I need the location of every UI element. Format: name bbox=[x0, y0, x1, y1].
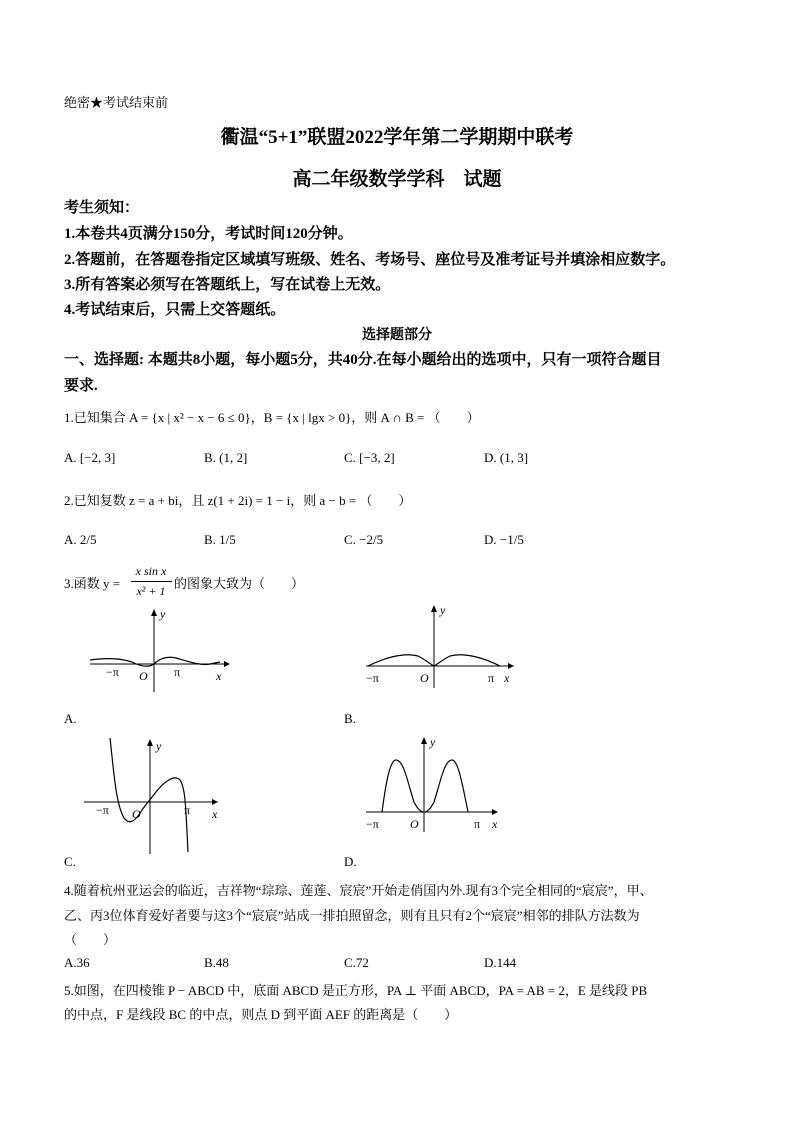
q3-denominator: x² + 1 bbox=[136, 584, 166, 598]
question-1: 1.已知集合 A = {x | x² − x − 6 ≤ 0}，B = {x | lgx > 0}，则 A ∩ B = （ ） bbox=[64, 410, 480, 425]
notice-item: 3.所有答案必须写在答题纸上，写在试卷上无效。 bbox=[64, 277, 391, 293]
graph-b bbox=[364, 600, 524, 692]
graph-d-x-label: x bbox=[492, 817, 498, 831]
q2-option-b: B. 1/5 bbox=[204, 532, 236, 547]
notice-item: 4.考试结束后，只需上交答题纸。 bbox=[64, 302, 286, 318]
question-4: 4.随着杭州亚运会的临近，吉祥物“琮琮、莲莲、宸宸”开始走俏国内外.现有3个完全相同的“宸宸”，甲、 bbox=[64, 883, 653, 898]
graph-c-neg-pi: −π bbox=[96, 803, 109, 817]
section-instruction-cont: 要求. bbox=[64, 378, 98, 394]
q4-option-b: B.48 bbox=[204, 955, 229, 970]
q4-option-c: C.72 bbox=[344, 955, 369, 970]
notice-item: 2.答题前，在答题卷指定区域填写班级、姓名、考场号、座位号及准考证号并填涂相应数字。 bbox=[64, 252, 676, 268]
question-2: 2.已知复数 z = a + bi，且 z(1 + 2i) = 1 − i，则 a − b = （ ） bbox=[64, 493, 412, 508]
q3-option-d-label: D. bbox=[344, 854, 357, 869]
question-4-bracket: （ ） bbox=[64, 932, 117, 947]
exam-subtitle: 高二年级数学学科 试题 bbox=[292, 169, 502, 190]
graph-d-y-label: y bbox=[430, 735, 436, 749]
q2-option-d: D. −1/5 bbox=[484, 532, 524, 547]
graph-a-x-label: x bbox=[216, 669, 222, 683]
question-4-cont: 乙、丙3位体育爱好者要与这3个“宸宸”站成一排拍照留念，则有且只有2个“宸宸”相邻的排队方法数为 bbox=[64, 908, 640, 923]
exam-title: 衢温“5+1”联盟2022学年第二学期期中联考 bbox=[220, 127, 574, 148]
section-instruction: 一、选择题: 本题共8小题，每小题5分，共40分.在每小题给出的选项中，只有一项符合题目 bbox=[64, 352, 662, 368]
graph-c-y-label: y bbox=[156, 739, 162, 753]
graph-c-pi: π bbox=[184, 803, 191, 817]
graph-a bbox=[84, 604, 234, 696]
question-3-suffix: 的图象大致为（ ） bbox=[174, 576, 305, 591]
q1-option-b: B. (1, 2] bbox=[204, 450, 248, 465]
q3-option-c-label: C. bbox=[64, 854, 76, 869]
graph-b-x-label: x bbox=[504, 671, 510, 685]
q4-option-a: A.36 bbox=[64, 955, 90, 970]
q3-option-a-label: A. bbox=[64, 711, 77, 726]
q4-option-d: D.144 bbox=[484, 955, 517, 970]
graph-c-origin: O bbox=[132, 807, 141, 821]
graph-d bbox=[364, 732, 514, 836]
graph-b-origin: O bbox=[420, 671, 429, 685]
question-3-prefix: 3.函数 y = bbox=[64, 576, 121, 591]
graph-a-neg-pi: −π bbox=[106, 665, 119, 679]
notice-item: 1.本卷共4页满分150分，考试时间120分钟。 bbox=[64, 226, 353, 242]
graph-d-pi: π bbox=[474, 817, 481, 831]
graph-a-pi: π bbox=[174, 665, 181, 679]
q3-numerator: x sin x bbox=[135, 564, 167, 578]
q1-option-c: C. [−3, 2] bbox=[344, 450, 395, 465]
q3-option-b-label: B. bbox=[344, 711, 356, 726]
graph-d-neg-pi: −π bbox=[366, 817, 379, 831]
graph-a-origin: O bbox=[139, 669, 148, 683]
question-5: 5.如图，在四棱锥 P − ABCD 中，底面 ABCD 是正方形，PA ⊥ 平面 ABCD，PA = AB = 2，E 是线段 PB bbox=[64, 983, 648, 998]
graph-d-origin: O bbox=[410, 817, 419, 831]
q2-option-a: A. 2/5 bbox=[64, 532, 97, 547]
graph-c bbox=[80, 734, 230, 860]
q1-option-d: D. (1, 3] bbox=[484, 450, 529, 465]
question-5-cont: 的中点，F 是线段 BC 的中点，则点 D 到平面 AEF 的距离是（ ） bbox=[64, 1007, 458, 1022]
section-title: 选择题部分 bbox=[362, 328, 432, 343]
graph-b-y-label: y bbox=[440, 603, 446, 617]
graph-c-x-label: x bbox=[212, 807, 218, 821]
graph-b-pi: π bbox=[488, 671, 495, 685]
notice-heading: 考生须知： bbox=[64, 200, 140, 216]
fraction-bar bbox=[131, 581, 172, 582]
q1-option-a: A. [−2, 3] bbox=[64, 450, 116, 465]
graph-b-neg-pi: −π bbox=[366, 671, 379, 685]
confidential-note: 绝密★考试结束前 bbox=[64, 95, 169, 110]
q2-option-c: C. −2/5 bbox=[344, 532, 384, 547]
graph-a-y-label: y bbox=[160, 607, 166, 621]
